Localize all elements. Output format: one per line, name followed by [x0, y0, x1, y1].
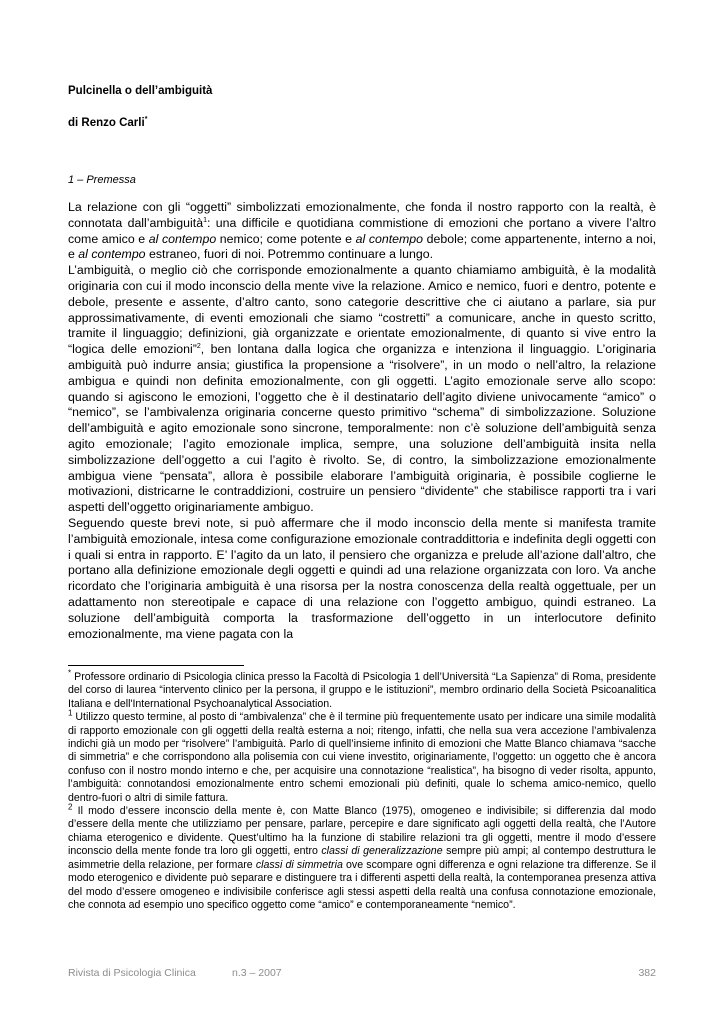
- page-number: 382: [638, 967, 656, 979]
- footnote-1: $^1$ Utilizzo questo termine, al posto di “ambivalenza” che è il termine più frequentemente usato per indicare una simile modalità di rapporto emozionale con gli oggetti della realtà esterna a noi; ritengo, infatti, che nella sua vera accezione l’ambivalenza indichi già un modo per “risolvere” l’ambiguità. Parlo di quell’insieme infinito di emozioni che Matte Blanco chiamava “sacche di simmetria” e che corrispondono alla polisemia con cui viene investito, originariamente, l’oggetto: un oggetto che è ancora confuso con il nostro mondo interno e che, per acquisire una connotazione “realistica”, ha bisogno di veder risolta, appunto, l’ambiguità: connotandosi emozionalmente entro schemi emozionali più definiti, quale lo schema amico-nemico, quello dentro-fuori o altri di simile fattura.: [68, 708, 656, 804]
- footnote-mark: 1: [68, 708, 73, 718]
- footnote-mark: 2: [68, 802, 73, 812]
- footnote-divider: [68, 665, 244, 666]
- paragraph-2: L’ambiguità, o meglio ciò che corrisponde emozionalmente a quanto chiamiamo ambiguità, è la modalità originaria con cui il modo inconscio della mente vive la relazione. Amico e nemico, fuori e dentro, potente e debole, presente e assente, d’altro canto, sono categorie descrittive che ci aiutano a parlare, sia pur approssimativamente, di eventi emozionali che siamo “costretti” a comunicare, anche in questo scritto, tramite il linguaggio; definizioni, già organizzate e orientate emozionalmente, di quanto si vive entro la “logica delle emozioni”$^2$, ben lontana dalla logica che organizza e intenziona il linguaggio. L’originaria ambiguità può indurre ansia; giustifica la propensione a “risolvere”, in un modo o nell’altro, la relazione ambigua e quindi non definita emozionalmente, con gli oggetti. L’agito emozionale serve allo scopo: quando si agiscono le emozioni, l’oggetto che è il destinatario dell’agito diviene univocamente “amico” o “nemico”, se l’ambivalenza originaria concerne questo primitivo “schema” di simbolizzazione. Soluzione dell’ambiguità e agito emozionale sono sincrone, temporalmente: non c’è soluzione dell’ambiguità senza agito emozionale; l’agito emozionale implica, sempre, una soluzione dell’ambiguità insita nella simbolizzazione dell’oggetto a cui l’agito è rivolto. Se, di contro, la simbolizzazione emozionalmente ambigua viene “pensata”, allora è possibile elaborare l’ambiguità originaria, è possibile coglierne le motivazioni, districarne le contraddizioni, costruire un pensiero “dividente” che stabilisce rapporti tra i vari aspetti dell’oggetto originariamente ambiguo.: [68, 263, 657, 515]
- footnote-2: $^2$ Il modo d’essere inconscio della mente è, con Matte Blanco (1975), omogeneo e indivisibile; si differenzia dal modo d’essere della mente che utilizziamo per pensare, parlare, percepire e dare significato agli oggetti della realtà, che l’Autore chiama eterogenico e dividente. Quest’ultimo ha la funzione di stabilire relazioni tra gli oggetti, mentre il modo d’essere inconscio della mente fonde tra loro gli oggetti, entro classi di generalizzazione sempre più ampi; al contempo destruttura le asimmetrie della relazione, per formare classi di simmetria ove scompare ogni differenza e ogni relazione tra differenze. Se il modo eterogenico e dividente può separare e distinguere tra i differenti aspetti della realtà, la contemporanea presenza attiva del modo d’essere omogeneo e indivisibile conferisce agli stessi aspetti della realtà una confusa connotazione emozionale, che connota ad esempio uno specifico oggetto come “amico” e contemporaneamente “nemico”.: [68, 802, 656, 911]
- footnotes: [68, 668, 656, 912]
- section-heading: 1 – Premessa: [68, 174, 136, 186]
- document-page: [68, 0, 656, 1024]
- paragraph-3: Seguendo queste brevi note, si può affermare che il modo inconscio della mente si manifesta tramite l’ambiguità emozionale, intesa come configurazione emozionale contraddittoria e indefinita degli oggetti con i quali si entra in rapporto. E’ l’agito da un lato, il pensiero che organizza e prelude all’azione dall’altro, che portano alla definizione emozionale degli oggetti e quindi ad una relazione organizzata con loro. Va anche ricordato che l’originaria ambiguità è una risorsa per la nostra conoscenza della realtà oggettuale, per un adattamento non stereotipale e capace di una relazione con l’oggetto ambiguo, quindi estraneo. La soluzione dell’ambiguità comporta la trasformazione dell’oggetto in un interlocutore definito emozionalmente, ma viene pagata con la: [68, 515, 656, 641]
- author-name: di Renzo Carli: [68, 116, 145, 129]
- footnote-mark: *: [68, 668, 72, 678]
- journal-name: Rivista di Psicologia Clinica: [68, 967, 196, 979]
- footnote-ref-1[interactable]: 1: [203, 216, 207, 224]
- footnote-star: * Professore ordinario di Psicologia clinica presso la Facoltà di Psicologia 1 dell’Università “La Sapienza” di Roma, presidente del corso di laurea “intervento clinico per la persona, il gruppo e le istituzioni”, membro ordinario della Società Psicoanalitica Italiana e dell'International Psychoanalytical Association.: [68, 668, 656, 710]
- body-text: [68, 200, 656, 642]
- journal-issue: n.3 – 2007: [232, 967, 282, 979]
- author-footnote-mark[interactable]: *: [144, 116, 148, 123]
- paragraph-1: La relazione con gli “oggetti” simbolizzati emozionalmente, che fonda il nostro rapporto con la realtà, è connotata dall’ambiguità$^1$: una difficile e quotidiana commistione di emozioni che portano a vivere l’altro come amico e al contempo nemico; come potente e al contempo debole; come appartenente, interno a noi, e al contempo estraneo, fuori di noi. Potremmo continuare a lungo.: [68, 200, 657, 262]
- article-title: Pulcinella o dell’ambiguità: [68, 85, 213, 97]
- article-author: [68, 116, 147, 129]
- footnote-ref-2[interactable]: 2: [196, 343, 201, 351]
